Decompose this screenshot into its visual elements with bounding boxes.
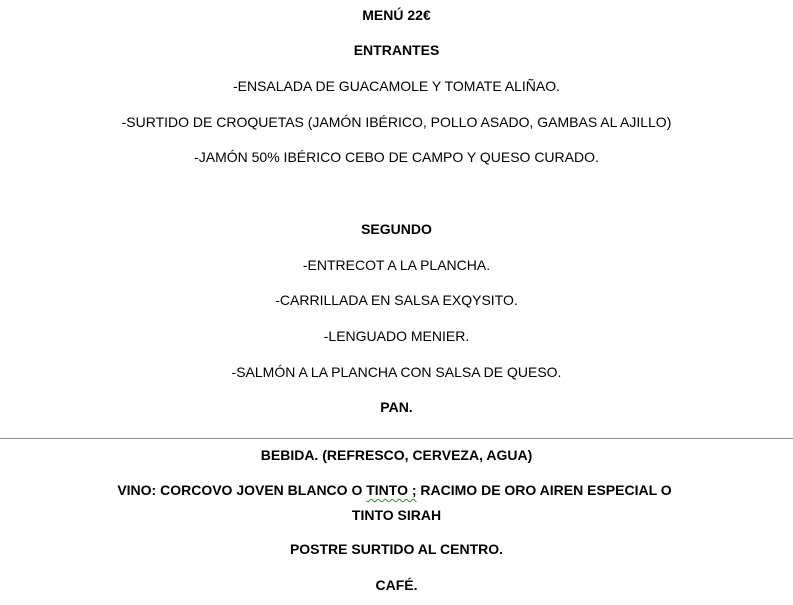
vino-line-1 (0, 478, 791, 502)
entrante-item: -SURTIDO DE CROQUETAS (JAMÓN IBÉRICO, POLLO ASADO, GAMBAS AL AJILLO) (121, 114, 672, 130)
entrante-item: -ENSALADA DE GUACAMOLE Y TOMATE ALIÑAO. (232, 78, 561, 94)
postre-line: POSTRE SURTIDO AL CENTRO. (289, 541, 504, 557)
section-heading-entrantes: ENTRANTES (353, 42, 440, 58)
vino-text-after: RACIMO DE ORO AIREN ESPECIAL O (416, 482, 672, 498)
vino-text-before: VINO: CORCOVO JOVEN BLANCO O (117, 482, 367, 498)
vino-line-2: TINTO SIRAH (351, 507, 442, 523)
bebida-line: BEBIDA. (REFRESCO, CERVEZA, AGUA) (260, 447, 533, 463)
segundo-item: -ENTRECOT A LA PLANCHA. (302, 257, 491, 273)
segundo-item: -CARRILLADA EN SALSA EXQYSITO. (275, 292, 518, 308)
cafe-line: CAFÉ. (375, 577, 418, 593)
spellcheck-flagged-text[interactable]: TINTO ; (366, 482, 417, 498)
pan-item: PAN. (380, 399, 413, 415)
segundo-item: -SALMÓN A LA PLANCHA CON SALSA DE QUESO. (231, 364, 562, 380)
section-divider (0, 438, 793, 439)
menu-title: MENÚ 22€ (362, 7, 431, 23)
segundo-item: -LENGUADO MENIER. (323, 328, 470, 344)
entrante-item: -JAMÓN 50% IBÉRICO CEBO DE CAMPO Y QUESO CURADO. (194, 149, 599, 165)
section-heading-segundo: SEGUNDO (361, 221, 432, 237)
